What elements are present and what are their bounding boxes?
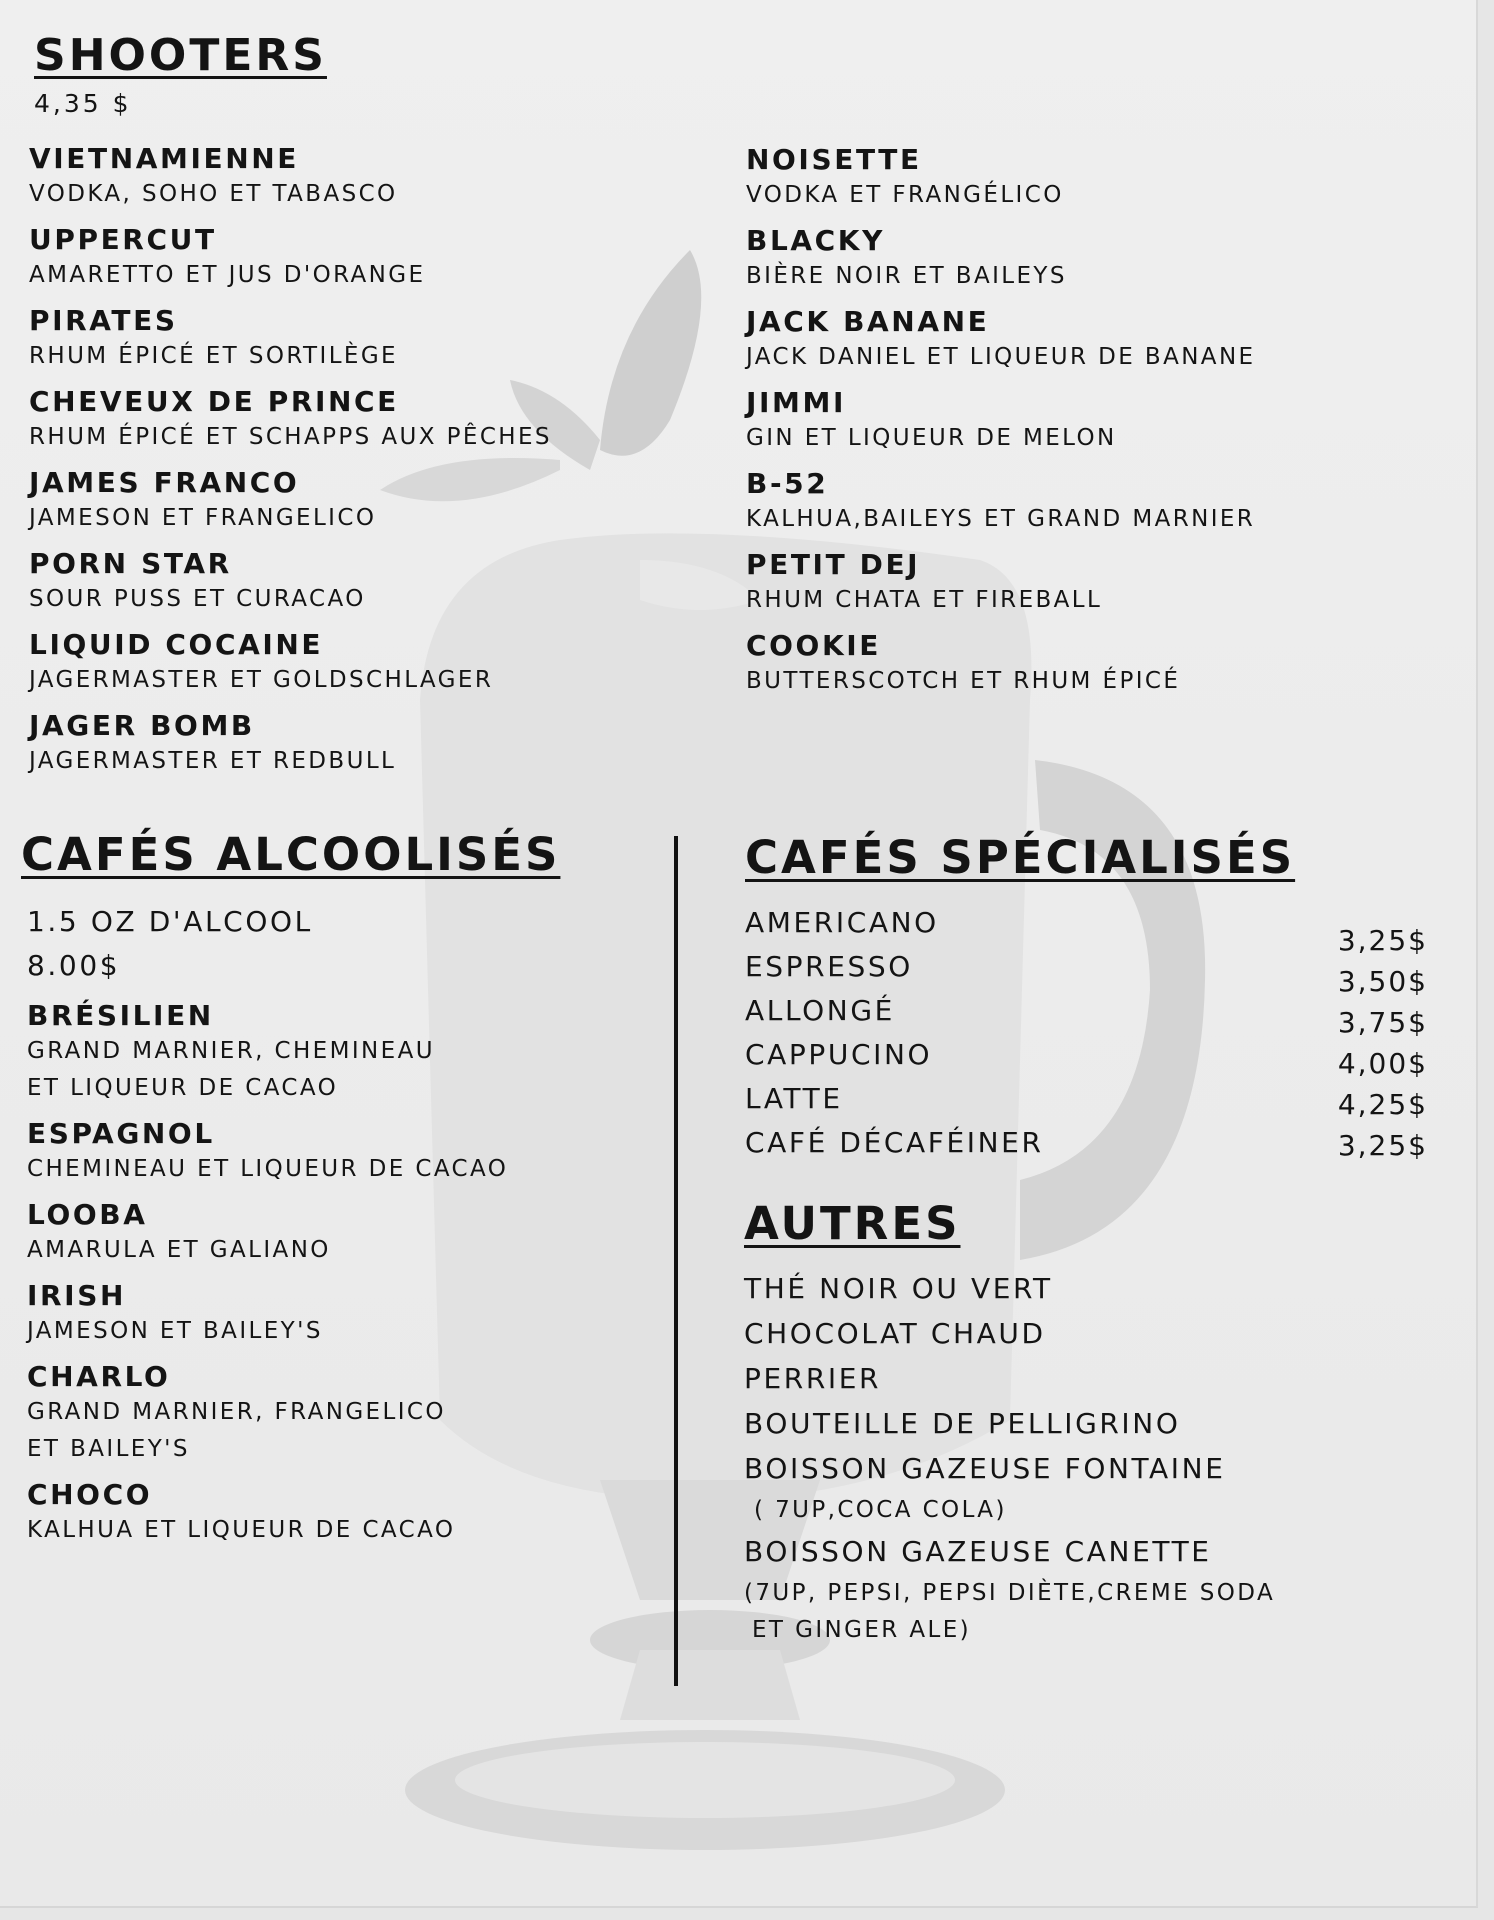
item-desc: GRAND MARNIER, CHEMINEAU xyxy=(27,1038,435,1064)
item-desc: JAGERMASTER ET REDBULL xyxy=(29,748,397,774)
item-name: PETIT DEJ xyxy=(746,548,921,581)
list-item xyxy=(746,548,1255,629)
menu-item-fontaine: BOISSON GAZEUSE FONTAINE xyxy=(744,1452,1226,1485)
menu-item-perrier: PERRIER xyxy=(744,1362,882,1395)
item-name: BRÉSILIEN xyxy=(27,999,214,1032)
item-name: CHOCO xyxy=(27,1478,153,1511)
list-item xyxy=(27,1198,508,1279)
item-desc: AMARULA ET GALIANO xyxy=(27,1237,331,1263)
item-desc: GIN ET LIQUEUR DE MELON xyxy=(746,425,1117,451)
menu-item-cafe-decafeiner: CAFÉ DÉCAFÉINER xyxy=(745,1126,1044,1159)
menu-item-latte: LATTE xyxy=(745,1082,843,1115)
list-item xyxy=(29,466,552,547)
item-desc: ET BAILEY'S xyxy=(27,1436,190,1462)
item-name: JAMES FRANCO xyxy=(29,466,300,499)
item-desc: RHUM CHATA ET FIREBALL xyxy=(746,587,1103,613)
alcohol-amount-note: 1.5 OZ D'ALCOOL xyxy=(27,905,313,938)
list-item xyxy=(29,628,552,709)
item-desc: CHEMINEAU ET LIQUEUR DE CACAO xyxy=(27,1156,509,1182)
price-latte: 4,25$ xyxy=(1337,1088,1428,1121)
list-item xyxy=(27,1279,508,1360)
item-desc: KALHUA,BAILEYS ET GRAND MARNIER xyxy=(746,506,1256,532)
item-desc: BIÈRE NOIR ET BAILEYS xyxy=(746,263,1067,289)
item-desc: ET LIQUEUR DE CACAO xyxy=(27,1075,339,1101)
list-item xyxy=(746,629,1255,710)
item-name: PIRATES xyxy=(29,304,178,337)
item-name: CHEVEUX DE PRINCE xyxy=(29,385,399,418)
item-name: UPPERCUT xyxy=(29,223,217,256)
column-divider xyxy=(674,836,678,1686)
list-item xyxy=(29,385,552,466)
price-cappucino: 4,00$ xyxy=(1337,1047,1428,1080)
item-desc: SOUR PUSS ET CURACAO xyxy=(29,586,366,612)
list-item xyxy=(27,999,508,1117)
item-name: BLACKY xyxy=(746,224,885,257)
item-desc: GRAND MARNIER, FRANGELICO xyxy=(27,1399,446,1425)
item-desc: VODKA, SOHO ET TABASCO xyxy=(29,181,398,207)
item-name: PORN STAR xyxy=(29,547,232,580)
item-name: COOKIE xyxy=(746,629,881,662)
menu-item-americano: AMERICANO xyxy=(745,906,939,939)
price-espresso: 3,50$ xyxy=(1337,965,1428,998)
list-item xyxy=(29,547,552,628)
shooters-title: SHOOTERS xyxy=(34,30,327,81)
item-desc: RHUM ÉPICÉ ET SORTILÈGE xyxy=(29,343,398,369)
canette-options-line1: (7UP, PEPSI, PEPSI DIÈTE,CREME SODA xyxy=(744,1580,1276,1606)
item-name: LOOBA xyxy=(27,1198,148,1231)
list-item xyxy=(746,467,1255,548)
menu-item-espresso: ESPRESSO xyxy=(745,950,913,983)
item-name: JIMMI xyxy=(746,386,846,419)
item-desc: JAMESON ET BAILEY'S xyxy=(27,1318,323,1344)
list-item xyxy=(746,143,1255,224)
item-desc: BUTTERSCOTCH ET RHUM ÉPICÉ xyxy=(746,668,1181,694)
list-item xyxy=(746,386,1255,467)
cafes-alcoolises-title: CAFÉS ALCOOLISÉS xyxy=(21,828,561,881)
item-name: JACK BANANE xyxy=(746,305,990,338)
item-desc: JAGERMASTER ET GOLDSCHLAGER xyxy=(29,667,494,693)
cafes-alcoolises-list xyxy=(27,999,508,1559)
item-name: JAGER BOMB xyxy=(29,709,255,742)
list-item xyxy=(29,304,552,385)
cafes-alcoolises-price: 8.00$ xyxy=(27,949,121,982)
autres-title: AUTRES xyxy=(744,1197,961,1250)
item-name: LIQUID COCAINE xyxy=(29,628,324,661)
item-desc: KALHUA ET LIQUEUR DE CACAO xyxy=(27,1517,456,1543)
item-name: B-52 xyxy=(746,467,829,500)
item-desc: RHUM ÉPICÉ ET SCHAPPS AUX PÊCHES xyxy=(29,424,552,450)
canette-options-line2: ET GINGER ALE) xyxy=(752,1617,972,1643)
shooters-right-list xyxy=(746,143,1255,710)
fontaine-options: ( 7UP,COCA COLA) xyxy=(754,1497,1007,1523)
menu-item-cappucino: CAPPUCINO xyxy=(745,1038,933,1071)
list-item xyxy=(29,142,552,223)
item-name: ESPAGNOL xyxy=(27,1117,215,1150)
item-desc: JAMESON ET FRANGELICO xyxy=(29,505,377,531)
shooters-left-list xyxy=(29,142,552,790)
list-item xyxy=(29,709,552,790)
list-item xyxy=(746,224,1255,305)
list-item xyxy=(746,305,1255,386)
shooters-price: 4,35 $ xyxy=(34,89,132,118)
menu-item-the: THÉ NOIR OU VERT xyxy=(744,1272,1053,1305)
price-cafe-decafeiner: 3,25$ xyxy=(1337,1129,1428,1162)
list-item xyxy=(29,223,552,304)
menu-item-pelligrino: BOUTEILLE DE PELLIGRINO xyxy=(744,1407,1181,1440)
list-item xyxy=(27,1117,508,1198)
menu-item-allonge: ALLONGÉ xyxy=(745,994,895,1027)
menu-item-chocolat: CHOCOLAT CHAUD xyxy=(744,1317,1046,1350)
item-name: VIETNAMIENNE xyxy=(29,142,300,175)
item-name: CHARLO xyxy=(27,1360,171,1393)
list-item xyxy=(27,1478,508,1559)
list-item xyxy=(27,1360,508,1478)
price-americano: 3,25$ xyxy=(1337,924,1428,957)
item-name: IRISH xyxy=(27,1279,126,1312)
cafes-specialises-title: CAFÉS SPÉCIALISÉS xyxy=(745,831,1296,884)
item-desc: AMARETTO ET JUS D'ORANGE xyxy=(29,262,426,288)
item-desc: JACK DANIEL ET LIQUEUR DE BANANE xyxy=(746,344,1256,370)
item-name: NOISETTE xyxy=(746,143,922,176)
item-desc: VODKA ET FRANGÉLICO xyxy=(746,182,1064,208)
price-allonge: 3,75$ xyxy=(1337,1006,1428,1039)
menu-item-canette: BOISSON GAZEUSE CANETTE xyxy=(744,1535,1212,1568)
